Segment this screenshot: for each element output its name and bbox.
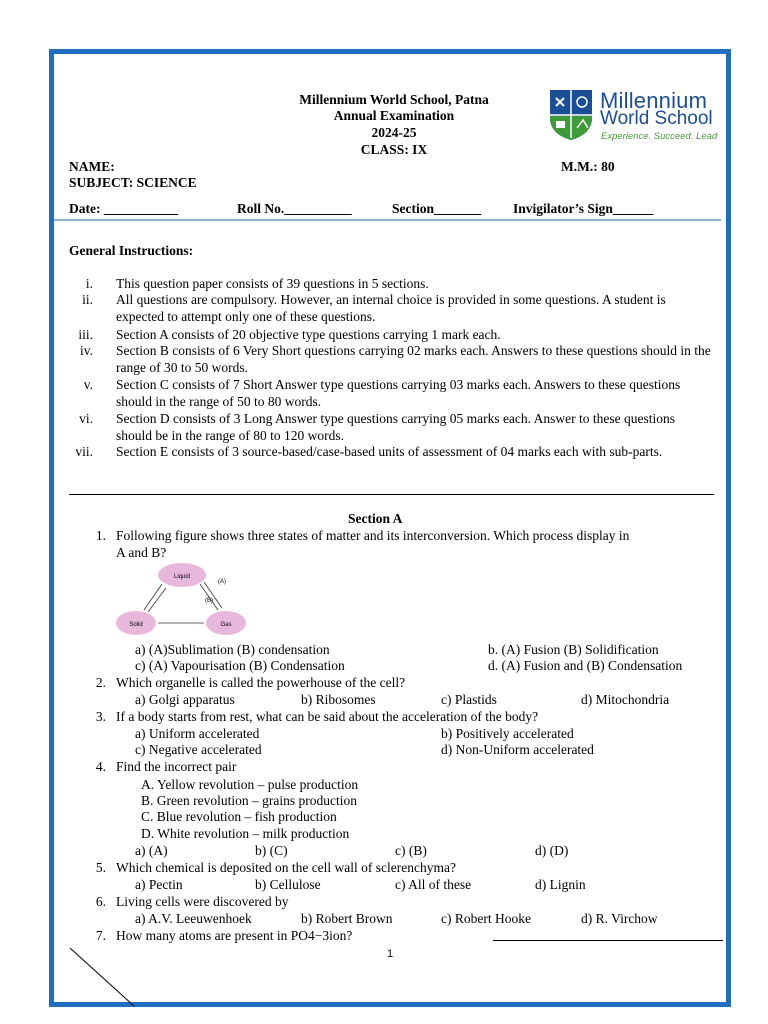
- question-text: How many atoms are present in PO4−3ion?: [116, 928, 353, 943]
- pair-item: B. Green revolution – grains production: [141, 793, 357, 808]
- option-c: c) Plastids: [441, 692, 497, 707]
- option-d: d) (D): [535, 843, 569, 858]
- option-b: b. (A) Fusion (B) Solidification: [488, 642, 659, 657]
- label-a: (A): [218, 579, 226, 585]
- class-label: CLASS: IX: [360, 142, 428, 157]
- instruction-text: Section D consists of 3 Long Answer type questions carrying 05 marks each. Answer to these questions should be in the range of 80 to 120 words.: [116, 411, 676, 443]
- roll-field: Roll No.__________: [237, 201, 352, 216]
- question-number: 1.: [95, 528, 106, 543]
- pair-item: C. Blue revolution – fish production: [141, 809, 337, 824]
- subject-label: SUBJECT: SCIENCE: [69, 175, 197, 190]
- logo-subtitle: World School: [600, 108, 713, 129]
- instruction-text: Section B consists of 6 Very Short questions carrying 02 marks each. Answers to these questions should in the range of 30 to 50 words.: [116, 343, 711, 375]
- question-number: 7.: [95, 928, 106, 943]
- option-a: a) Golgi apparatus: [135, 692, 235, 707]
- instruction-number: iv.: [80, 343, 93, 358]
- question-text: Which organelle is called the powerhouse of the cell?: [116, 675, 406, 690]
- question-number: 6.: [95, 894, 106, 909]
- instruction-text: Section A consists of 20 objective type questions carrying 1 mark each.: [116, 327, 501, 342]
- liquid-label: Liquid: [173, 574, 191, 580]
- instruction-number: vi.: [79, 411, 93, 426]
- states-of-matter-diagram: [112, 560, 250, 640]
- pair-item: A. Yellow revolution – pulse production: [141, 777, 359, 792]
- option-c: c) Robert Hooke: [441, 911, 531, 926]
- option-b: b) Positively accelerated: [441, 726, 574, 741]
- question-text: Following figure shows three states of matter and its interconversion. Which process display in: [116, 528, 630, 543]
- exam-year: 2024-25: [371, 125, 417, 140]
- instruction-text: Section C consists of 7 Short Answer type questions carrying 03 marks each. Answers to these questions should in the range of 50 to 80 words.: [116, 377, 681, 409]
- invigilator-field: Invigilator’s Sign______: [513, 201, 654, 216]
- arrow-liquid-gas: [200, 584, 218, 610]
- instruction-text: All questions are compulsory. However, an internal choice is provided in some questions. A student is expected to attempt only one of these questions.: [116, 292, 666, 324]
- section-a-title: Section A: [348, 511, 403, 526]
- option-c: c) Negative accelerated: [135, 742, 262, 757]
- instruction-number: iii.: [78, 327, 93, 342]
- date-field: Date: ___________: [69, 201, 179, 216]
- solid-label: Solid: [129, 622, 143, 628]
- question-text-cont: A and B?: [116, 545, 167, 560]
- logo-title: Millennium: [600, 88, 708, 113]
- question-number: 3.: [95, 709, 106, 724]
- question-text: Living cells were discovered by: [116, 894, 289, 909]
- label-b: (B): [205, 598, 213, 604]
- school-logo: [548, 88, 720, 144]
- footer-rule: [493, 940, 723, 941]
- option-d: d. (A) Fusion and (B) Condensation: [488, 658, 683, 673]
- option-d: d) Lignin: [535, 877, 586, 892]
- option-b: b) (C): [255, 843, 288, 858]
- instruction-number: vii.: [75, 444, 93, 459]
- instruction-number: i.: [85, 276, 93, 291]
- option-a: a) (A): [135, 843, 168, 858]
- instruction-text: Section E consists of 3 source-based/case-based units of assessment of 04 marks each with sub-parts.: [116, 444, 663, 459]
- option-a: a) Uniform accelerated: [135, 726, 260, 741]
- instruction-text: This question paper consists of 39 questions in 5 sections.: [116, 276, 429, 291]
- corner-slash-mark: [68, 946, 138, 1008]
- option-b: b) Ribosomes: [301, 692, 376, 707]
- question-number: 2.: [95, 675, 106, 690]
- option-a: a) (A)Sublimation (B) condensation: [135, 642, 330, 657]
- option-c: c) (A) Vapourisation (B) Condensation: [135, 658, 345, 673]
- logo-tagline: Experience. Succeed. Lead: [601, 131, 718, 142]
- name-label: NAME:: [69, 159, 115, 174]
- page-number: 1: [387, 948, 394, 960]
- shield-icon: [548, 88, 594, 142]
- option-a: a) A.V. Leeuwenhoek: [135, 911, 252, 926]
- instruction-number: v.: [83, 377, 93, 392]
- option-b: b) Cellulose: [255, 877, 321, 892]
- question-text: Which chemical is deposited on the cell wall of sclerenchyma?: [116, 860, 456, 875]
- arrow-gas-liquid: [204, 582, 222, 608]
- option-d: d) Mitochondria: [581, 692, 670, 707]
- instructions-divider: [69, 494, 714, 495]
- instruction-number: ii.: [82, 292, 93, 307]
- question-text: If a body starts from rest, what can be said about the acceleration of the body?: [116, 709, 539, 724]
- question-text: Find the incorrect pair: [116, 759, 237, 774]
- option-d: d) Non-Uniform accelerated: [441, 742, 594, 757]
- option-d: d) R. Virchow: [581, 911, 658, 926]
- school-name: Millennium World School, Patna: [299, 92, 489, 107]
- gas-label: Gas: [220, 622, 232, 628]
- section-field: Section_______: [392, 201, 482, 216]
- option-c: c) All of these: [395, 877, 472, 892]
- header-divider: [54, 219, 721, 221]
- instructions-title: General Instructions:: [69, 243, 194, 258]
- option-a: a) Pectin: [135, 877, 183, 892]
- exam-title: Annual Examination: [333, 108, 455, 123]
- option-b: b) Robert Brown: [301, 911, 393, 926]
- pair-item: D. White revolution – milk production: [141, 826, 350, 841]
- question-number: 4.: [95, 759, 106, 774]
- option-c: c) (B): [395, 843, 427, 858]
- question-number: 5.: [95, 860, 106, 875]
- max-marks: M.M.: 80: [561, 159, 615, 174]
